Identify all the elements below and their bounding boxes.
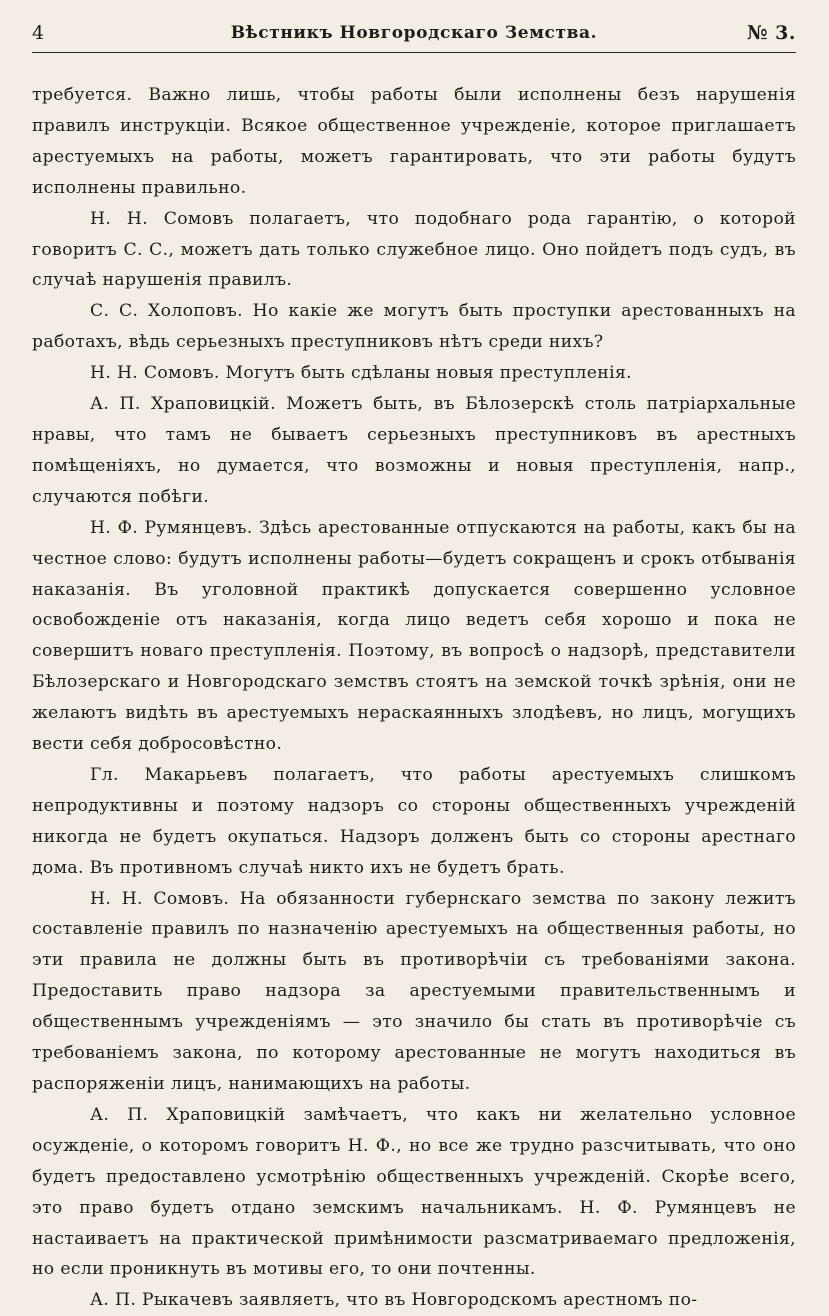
paragraph-rumyantsev: Н. Ф. Румянцевъ. Здѣсь арестованные отпускаются на работы, какъ бы на честное слово: будутъ исполнены работы—будетъ сокращенъ и срокъ отбыванія наказанія. Въ уголовной практикѣ допускается совершенно условное освобожденіе отъ наказанія, когда лицо ведетъ себя хорошо и пока не совершитъ новаго преступленія. Поэтому, въ вопросѣ о надзорѣ, представители Бѣлозерскаго и Новгородскаго земствъ стоятъ на земской точкѣ зрѣнія, они не желаютъ видѣть въ арестуемыхъ нераскаянныхъ злодѣевъ, но лицъ, могущихъ вести себя добросовѣстно. xyxy=(32,517,796,755)
page-header xyxy=(32,14,796,53)
paragraph-somov-3: Н. Н. Сомовъ. На обязанности губернскаго земства по закону лежитъ составленіе правилъ по назначенію арестуемыхъ на общественныя работы, но эти правила не должны быть въ противорѣчіи съ требованіями закона. Предоставить право надзора за арестуемыми правительственнымъ и общественнымъ учрежденіямъ — это значило бы стать въ противорѣчіе съ требованіемъ закона, по которому арестованные не могутъ находиться въ распоряженіи лицъ, нанимающихъ на работы. xyxy=(32,888,796,1094)
body-text xyxy=(32,80,796,1316)
page-number: 4 xyxy=(32,22,45,44)
running-title: Вѣстникъ Новгородскаго Земства. xyxy=(230,23,598,43)
document-page xyxy=(32,14,796,1311)
paragraph-makaryev: Гл. Макарьевъ полагаетъ, что работы арестуемыхъ слишкомъ непродуктивны и поэтому надзоръ со стороны общественныхъ учрежденій никогда не будетъ окупаться. Надзоръ долженъ быть со стороны арестнаго дома. Въ противномъ случаѣ никто ихъ не будетъ брать. xyxy=(32,764,796,878)
paragraph-khrapovitsky-1: А. П. Храповицкій. Можетъ быть, въ Бѣлозерскѣ столь патріархальные нравы, что тамъ не бываетъ серьезныхъ преступниковъ въ арестныхъ помѣщеніяхъ, но думается, что возможны и новыя преступленія, напр., случаются побѣги. xyxy=(32,394,796,507)
paragraph-somov-1: Н. Н. Сомовъ полагаетъ, что подобнаго рода гарантію, о которой говоритъ С. С., можетъ дать только служебное лицо. Оно пойдетъ подъ судъ, въ случаѣ нарушенія правилъ. xyxy=(32,208,796,291)
paragraph-rykachev: А. П. Рыкачевъ заявляетъ, что въ Новгородскомъ арестномъ по- xyxy=(90,1290,698,1311)
paragraph-kholopov: С. С. Холоповъ. Но какіе же могутъ быть проступки арестованныхъ на работахъ, вѣдь серьезныхъ преступниковъ нѣтъ среди нихъ? xyxy=(32,301,796,353)
paragraph-continuation: требуется. Важно лишь, чтобы работы были исполнены безъ нарушенія правилъ инструкціи. Всякое общественное учрежденіе, которое приглашаетъ арестуемыхъ на работы, можетъ гарантировать, что эти работы будутъ исполнены правильно. xyxy=(32,85,796,198)
paragraph-khrapovitsky-2: А. П. Храповицкій замѣчаетъ, что какъ ни желательно условное осужденіе, о которомъ говоритъ Н. Ф., но все же трудно разсчитывать, что оно будетъ предоставлено усмотрѣнію общественныхъ учрежденій. Скорѣе всего, это право будетъ отдано земскимъ начальникамъ. Н. Ф. Румянцевъ не настаиваетъ на практической примѣнимости разсматриваемаго предложенія, но если проникнуть въ мотивы его, то они почтенны. xyxy=(32,1104,796,1280)
issue-number: № 3. xyxy=(746,22,796,44)
paragraph-somov-2: Н. Н. Сомовъ. Могутъ быть сдѣланы новыя преступленія. xyxy=(90,363,632,384)
